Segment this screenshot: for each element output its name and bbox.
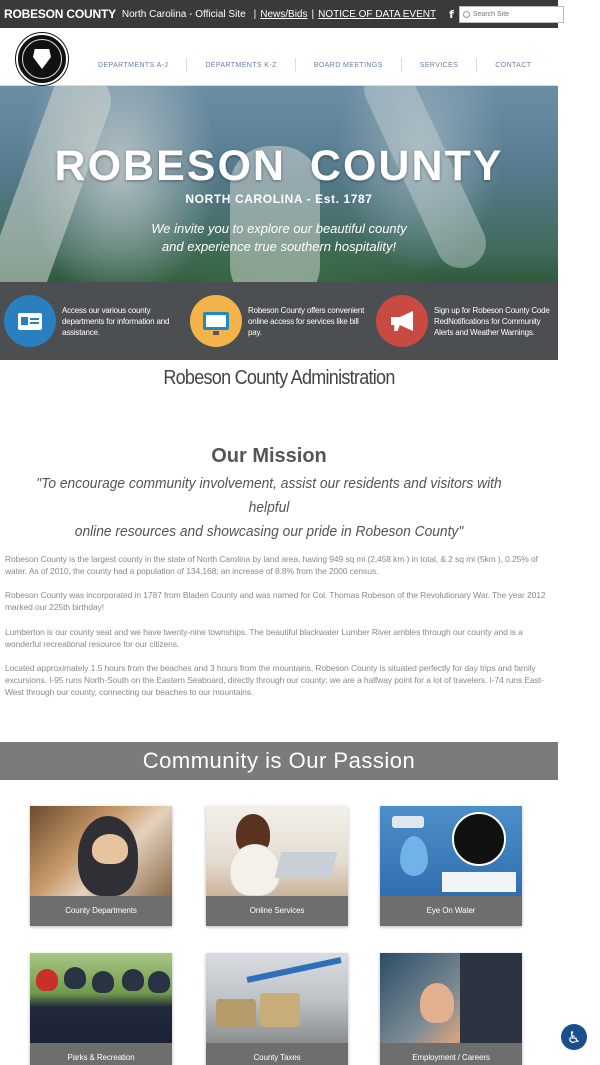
site-subtitle: North Carolina - Official Site xyxy=(121,8,246,20)
main-nav xyxy=(0,28,558,86)
county-seal-logo[interactable] xyxy=(16,33,68,85)
separator: | xyxy=(311,8,315,20)
quote-line: online resources and showcasing our pride in Robeson County" xyxy=(74,523,464,540)
news-bids-link[interactable]: News/Bids xyxy=(260,8,308,20)
water-drop-icon xyxy=(400,836,428,876)
feature-text: Access our various county departments for information and assistance. xyxy=(62,305,170,337)
feature-icon-circle xyxy=(190,295,242,347)
admin-title: Robeson County Administration xyxy=(163,367,395,389)
top-bar xyxy=(0,0,558,28)
info-card xyxy=(442,872,516,892)
feature-text: Robeson County offers convenient online access for services like bill pay. xyxy=(248,305,365,337)
tile-label: County Departments xyxy=(30,896,172,926)
feature-online-services[interactable] xyxy=(186,295,372,347)
tile-employment-careers[interactable] xyxy=(380,953,522,1065)
photo-helmet xyxy=(64,967,86,989)
search-icon xyxy=(463,11,470,18)
facebook-icon[interactable]: f xyxy=(449,7,454,21)
county-seal-icon xyxy=(452,812,506,866)
tile-image xyxy=(380,953,522,1043)
photo-hands xyxy=(92,834,128,864)
about-paragraph: Located approximately 1.5 hours from the beaches and 3 hours from the mountains, Robeson County is situated perfectly for day trips and family excursions. I-95 runs North-South on the Eastern Seaboard, directly through our county; we are a halfway point for a lot of travelers. I-74 runs East-West through our county, connecting our beaches to our mountains. xyxy=(5,663,544,697)
tile-image xyxy=(380,806,522,896)
hero-invite xyxy=(0,220,558,256)
mission-title: Our Mission xyxy=(211,445,327,467)
tile-image xyxy=(206,806,348,896)
tile-label: Employment / Careers xyxy=(380,1043,522,1065)
coin-stack xyxy=(260,993,300,1027)
coin-stack xyxy=(216,999,256,1027)
megaphone-icon xyxy=(391,311,413,331)
nav-services[interactable]: SERVICES xyxy=(419,61,459,69)
nav-departments-a-j[interactable]: DEPARTMENTS A-J xyxy=(98,61,169,69)
feature-departments[interactable] xyxy=(0,295,186,347)
search-input[interactable] xyxy=(473,11,563,18)
about-paragraph: Robeson County was incorporated in 1787 from Bladen County and was named for Col. Thomas Robeson of the Revolutionary War. The year 2012 marked our 225th birthday! xyxy=(5,590,546,612)
faucet-icon xyxy=(392,816,424,828)
mission-quote xyxy=(22,472,517,544)
accessibility-icon[interactable]: ♿ xyxy=(561,1024,587,1050)
photo-helmet xyxy=(148,971,170,993)
tile-eye-on-water[interactable] xyxy=(380,806,522,926)
photo-figure xyxy=(230,844,280,896)
nav-board-meetings[interactable]: BOARD MEETINGS xyxy=(313,61,383,69)
seal-ring xyxy=(22,39,62,79)
tile-image xyxy=(30,806,172,896)
search-box[interactable] xyxy=(459,6,564,23)
shield-icon xyxy=(33,49,51,69)
tile-image xyxy=(30,953,172,1043)
tile-label: Online Services xyxy=(206,896,348,926)
tile-image xyxy=(206,953,348,1043)
pen-icon xyxy=(246,957,341,983)
feature-icon-circle xyxy=(376,295,428,347)
separator: | xyxy=(253,8,257,20)
nav-departments-k-z[interactable]: DEPARTMENTS K-Z xyxy=(205,61,277,69)
monitor-icon xyxy=(203,312,229,330)
nav-contact[interactable]: CONTACT xyxy=(495,61,532,69)
tile-parks-recreation[interactable] xyxy=(30,953,172,1065)
photo-helmet xyxy=(36,969,58,991)
hero-title: ROBESON COUNTY xyxy=(54,142,504,190)
photo-suit xyxy=(460,953,522,1043)
notice-data-event-link[interactable]: NOTICE OF DATA EVENT xyxy=(318,8,437,20)
tile-label: Parks & Recreation xyxy=(30,1043,172,1065)
hero-tagline: NORTH CAROLINA - Est. 1787 xyxy=(185,192,373,206)
site-brand[interactable]: ROBESON COUNTY xyxy=(4,7,116,21)
tile-county-taxes[interactable] xyxy=(206,953,348,1065)
quote-line: "To encourage community involvement, assist our residents and visitors with helpful xyxy=(36,475,502,516)
photo-laptop xyxy=(275,852,338,878)
nav-menu xyxy=(80,58,549,72)
feature-text: Sign up for Robeson County Code RedNotifications for Community Alerts and Weather Warnings. xyxy=(434,305,550,337)
feature-band xyxy=(0,282,558,360)
tile-label: Eye On Water xyxy=(380,896,522,926)
feature-code-red[interactable] xyxy=(372,295,558,347)
tile-online-services[interactable] xyxy=(206,806,348,926)
community-banner: Community is Our Passion xyxy=(0,742,558,780)
feature-icon-circle xyxy=(4,295,56,347)
invite-line: We invite you to explore our beautiful county xyxy=(151,221,407,236)
tile-label: County Taxes xyxy=(206,1043,348,1065)
tile-county-departments[interactable] xyxy=(30,806,172,926)
about-paragraph: Robeson County is the largest county in the state of North Carolina by land area, having 949 sq mi (2,458 km ) in total, & 2 sq mi (5km ), 0.25% of water. As of 2010, the county had a population of 134,168; an increase of 8.8% from the 2000 census. xyxy=(5,554,538,576)
photo-helmet xyxy=(122,969,144,991)
hero-banner xyxy=(0,86,558,282)
about-paragraph: Lumberton is our county seat and we have twenty-nine townships. The beautiful blackwater Lumber River ambles through our county and is a wonderful recreational resource for our citizens. xyxy=(5,627,523,649)
id-card-icon xyxy=(18,313,42,330)
invite-line: and experience true southern hospitality! xyxy=(161,239,397,254)
handshake-hand xyxy=(420,983,454,1023)
photo-helmet xyxy=(92,971,114,993)
